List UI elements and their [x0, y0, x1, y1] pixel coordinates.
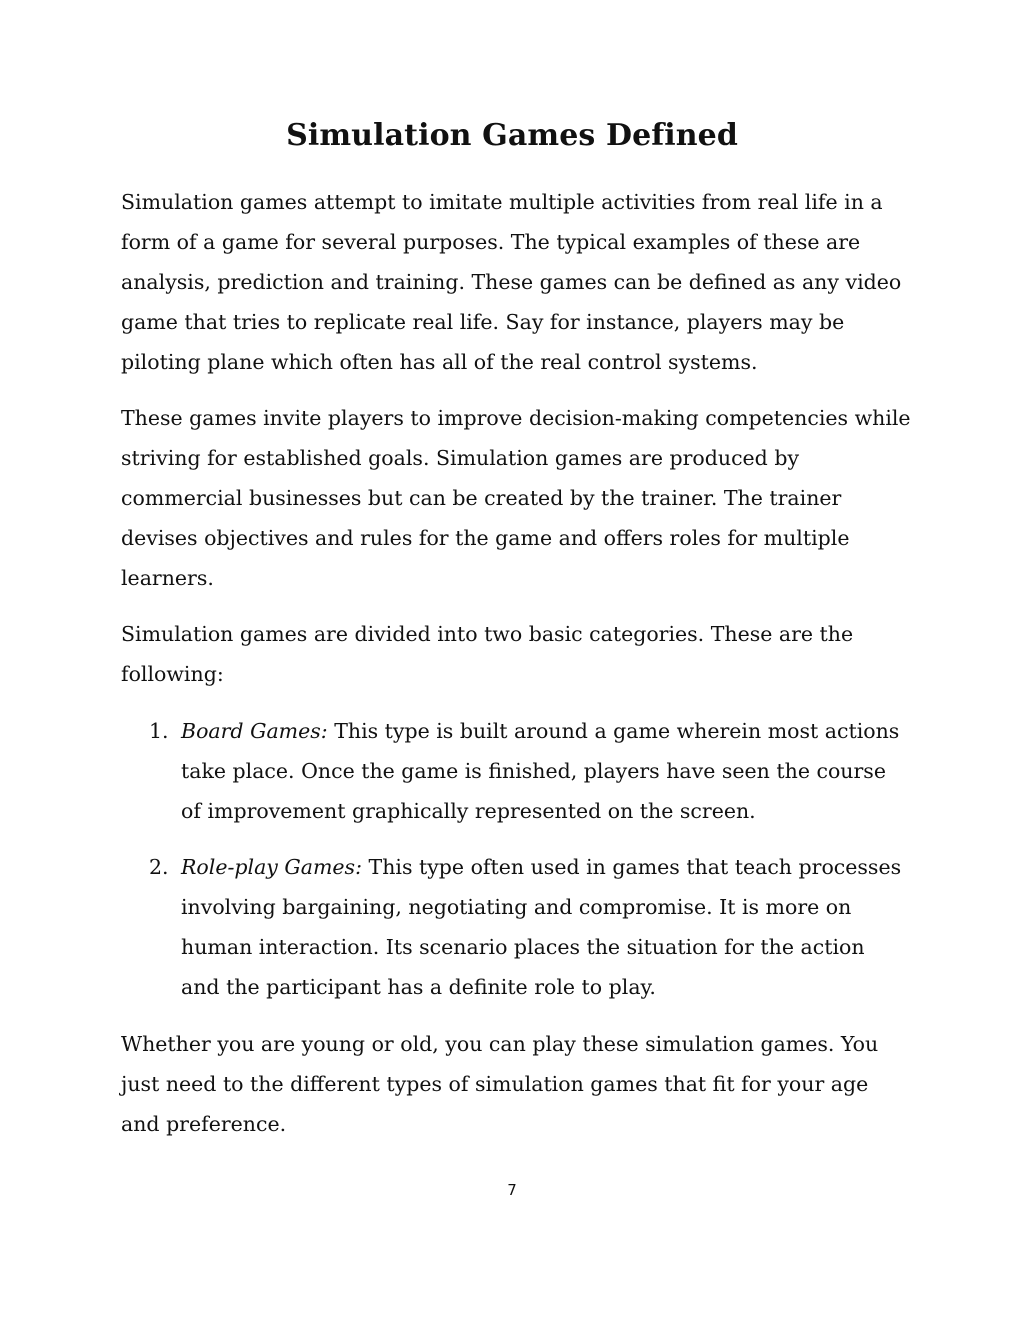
- list-item-description: This type often used in games that teach processes involving bargaining, negotiating and compromise. It is more on human interaction. Its scenario places the situation for the action and the participant has a definite role to play.: [181, 855, 902, 999]
- paragraph-decision-making: These games invite players to improve decision-making competencies while striving for established goals. Simulation games are produced by commercial businesses but can be created by the trainer. The trainer devises objectives and rules for the game and offers roles for multiple learners.: [121, 406, 911, 590]
- paragraph-closing: Whether you are young or old, you can play these simulation games. You just need to the different types of simulation games that fit for your age and preference.: [121, 1032, 879, 1136]
- paragraph-definition: Simulation games attempt to imitate multiple activities from real life in a form of a game for several purposes. The typical examples of these are analysis, prediction and training. These games can be defined as any video game that tries to replicate real life. Say for instance, players may be piloting plane which often has all of the real control systems.: [121, 190, 902, 374]
- list-item-number: 2.: [149, 855, 169, 879]
- list-item-content: [181, 711, 907, 831]
- list-item-number: 1.: [149, 719, 169, 743]
- paragraph-categories-intro: Simulation games are divided into two basic categories. These are the following:: [121, 622, 854, 686]
- page-title: Simulation Games Defined: [286, 118, 738, 153]
- list-item-description: This type is built around a game wherein most actions take place. Once the game is finished, players have seen the course of improvement graphically represented on the screen.: [181, 719, 900, 823]
- page-number: 7: [507, 1181, 517, 1199]
- list-item-content: [181, 847, 907, 1007]
- list-item-term: Role-play Games:: [181, 855, 362, 879]
- list-item-term: Board Games:: [181, 719, 328, 743]
